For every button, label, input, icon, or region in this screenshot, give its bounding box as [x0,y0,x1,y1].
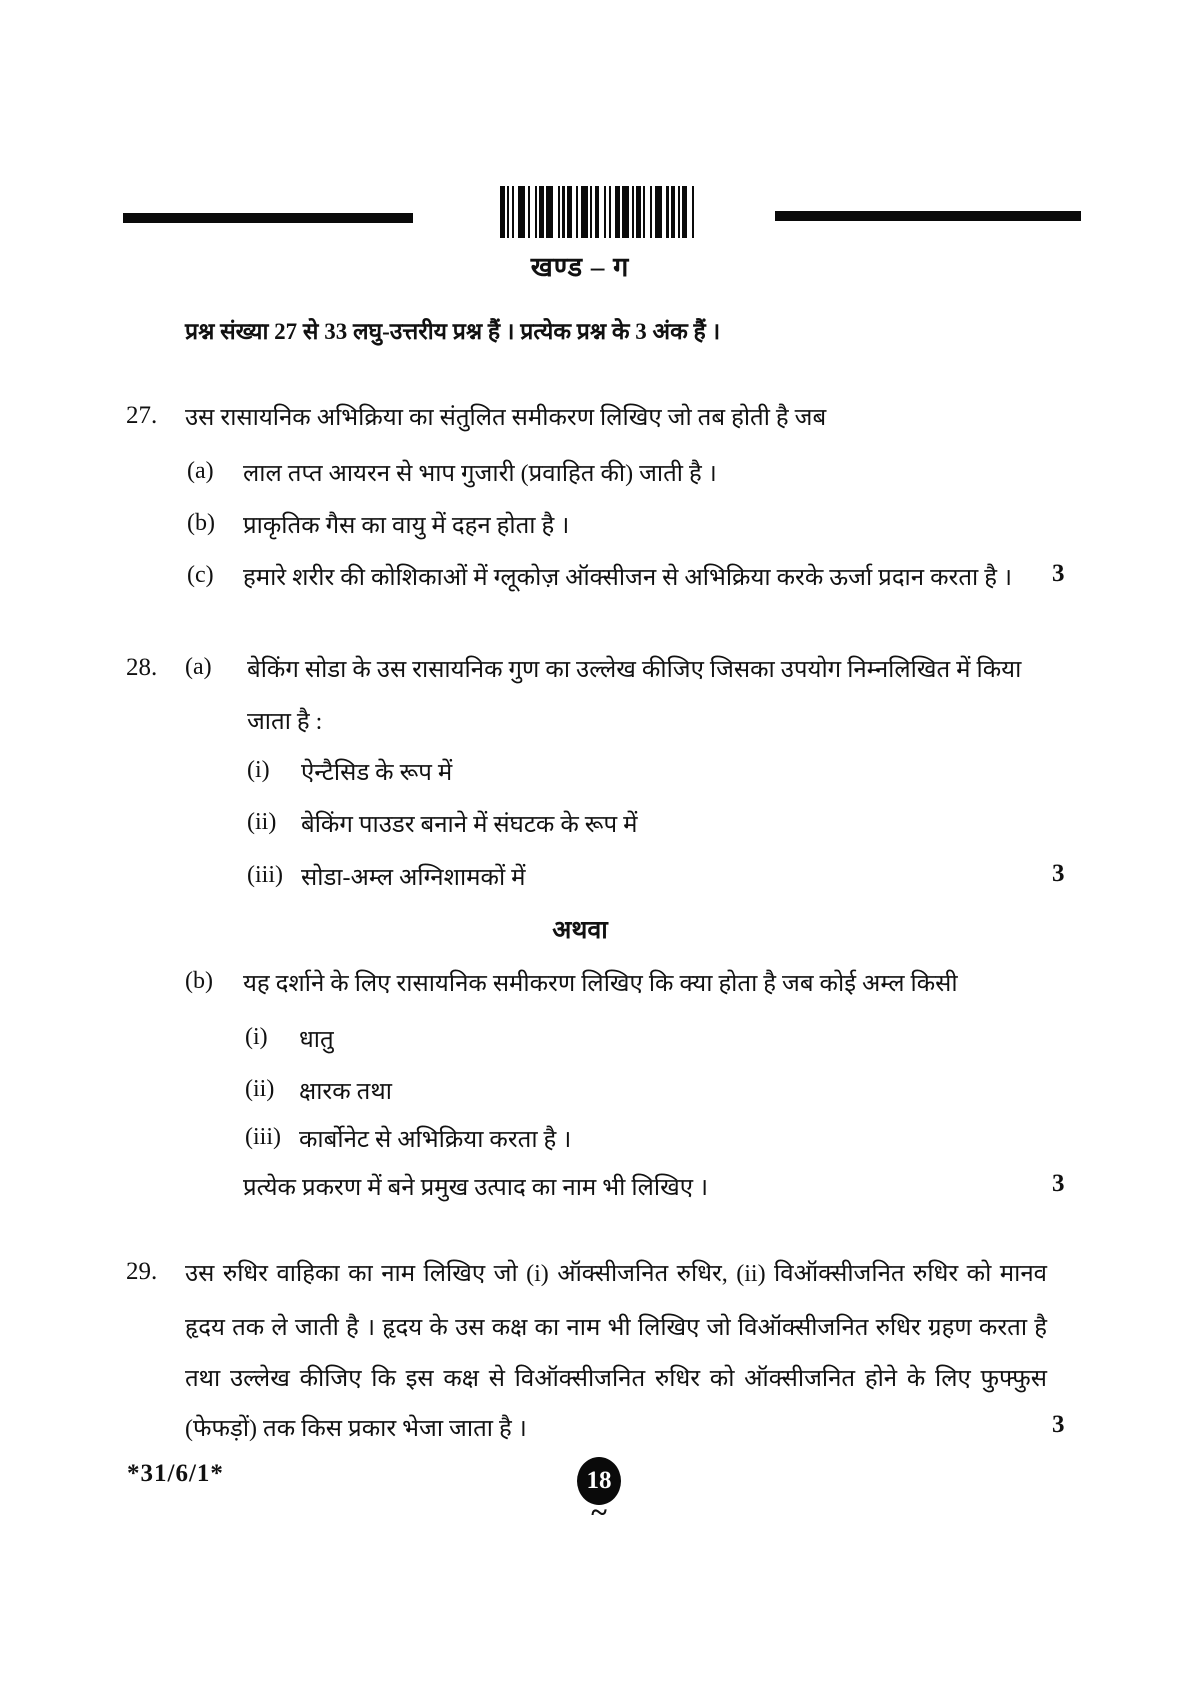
q28-number: 28. [126,654,158,681]
barcode-image [500,186,696,238]
q29-line-4: (फेफड़ों) तक किस प्रकार भेजा जाता है । [185,1416,527,1442]
q28b-marks: 3 [1052,1170,1065,1197]
q29-number: 29. [126,1258,158,1285]
q28a-item-iii-label: (iii) [247,862,283,888]
q28a-marks: 3 [1052,860,1065,887]
q27-part-b-text: प्राकृतिक गैस का वायु में दहन होता है । [243,513,570,539]
q28a-item-i-text: ऐन्टैसिड के रूप में [301,760,453,786]
q29-marks: 3 [1052,1411,1065,1438]
paper-code: *31/6/1* [127,1460,224,1487]
q28b-closing: प्रत्येक प्रकरण में बने प्रमुख उत्पाद का नाम भी लिखिए । [243,1175,709,1201]
q27-part-a-text: लाल तप्त आयरन से भाप गुजारी (प्रवाहित की) जाती है । [243,461,717,487]
q28b-item-i-text: धातु [299,1027,334,1053]
or-separator: अथवा [552,917,608,944]
q29-line-3: तथा उल्लेख कीजिए कि इस कक्ष से विऑक्सीजनित रुधिर को ऑक्सीजनित होने के लिए फुफ्फुस [185,1366,1047,1392]
right-rule [775,211,1081,221]
q27-intro: उस रासायनिक अभिक्रिया का संतुलित समीकरण लिखिए जो तब होती है जब [185,405,827,431]
q28-part-a-label: (a) [185,654,212,680]
tilde-mark: ~ [591,1496,607,1529]
q28a-item-ii-text: बेकिंग पाउडर बनाने में संघटक के रूप में [301,812,638,838]
q27-part-a-label: (a) [187,458,214,484]
q27-part-c-text: हमारे शरीर की कोशिकाओं में ग्लूकोज़ ऑक्सीजन से अभिक्रिया करके ऊर्जा प्रदान करता है । [243,565,1013,591]
q28-part-a-intro-line2: जाता है : [247,709,323,735]
q27-part-b-label: (b) [187,510,215,536]
q27-part-c-label: (c) [187,562,214,588]
q28b-item-i-label: (i) [245,1024,268,1050]
q28b-item-ii-label: (ii) [245,1076,275,1102]
q28a-item-ii-label: (ii) [247,809,277,835]
q29-line-2: हृदय तक ले जाती है । हृदय के उस कक्ष का नाम भी लिखिए जो विऑक्सीजनित रुधिर ग्रहण करता है [185,1315,1048,1341]
q29-line-1: उस रुधिर वाहिका का नाम लिखिए जो (i) ऑक्सीजनित रुधिर, (ii) विऑक्सीजनित रुधिर को मानव [185,1261,1047,1287]
q28a-item-iii-text: सोडा-अम्ल अग्निशामकों में [301,865,526,891]
left-rule [123,213,413,223]
q28-part-b-intro: यह दर्शाने के लिए रासायनिक समीकरण लिखिए कि क्या होता है जब कोई अम्ल किसी [243,971,958,997]
section-heading: खण्ड – ग [530,252,630,282]
page-number: 18 [586,1467,612,1494]
section-instruction: प्रश्न संख्या 27 से 33 लघु-उत्तरीय प्रश्न हैं । प्रत्येक प्रश्न के 3 अंक हैं । [185,319,721,344]
q28b-item-iii-label: (iii) [245,1124,281,1150]
q28-part-a-intro-line1: बेकिंग सोडा के उस रासायनिक गुण का उल्लेख कीजिए जिसका उपयोग निम्नलिखित में किया [247,657,1022,683]
q27-number: 27. [126,402,158,429]
q27-marks: 3 [1052,560,1065,587]
q28-part-b-label: (b) [185,968,213,994]
q28b-item-ii-text: क्षारक तथा [299,1079,392,1105]
q28a-item-i-label: (i) [247,757,270,783]
q28b-item-iii-text: कार्बोनेट से अभिक्रिया करता है । [299,1127,572,1153]
